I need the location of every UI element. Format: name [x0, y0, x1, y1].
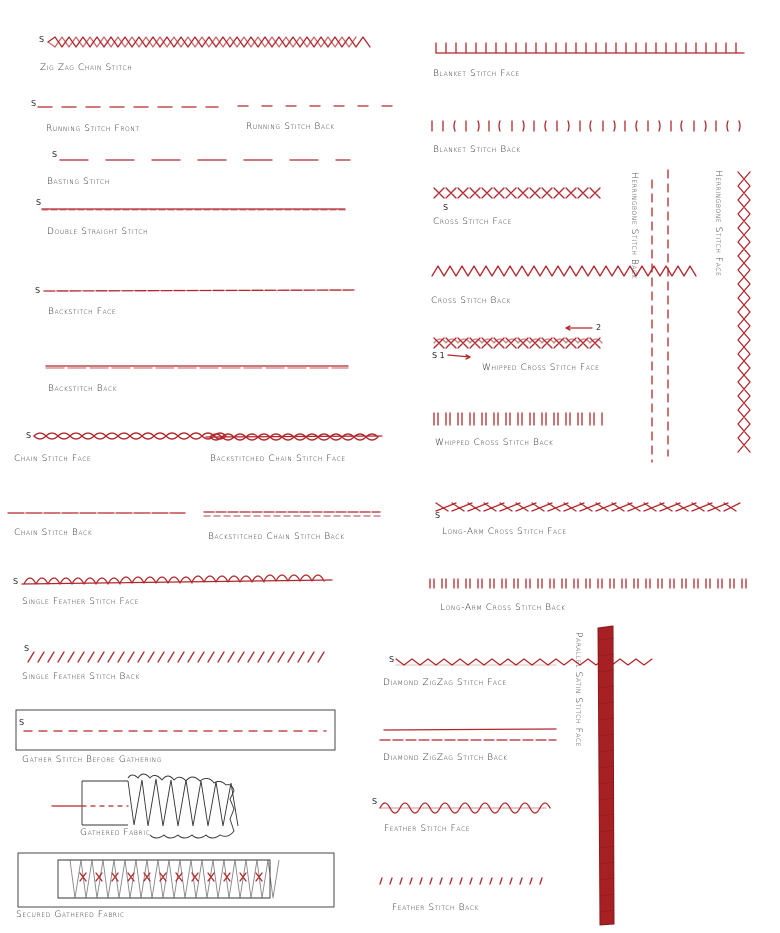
single-feather-back-sample [22, 644, 324, 682]
whipped-cross-face-sample [432, 323, 602, 373]
whipped-cross-back-label: Whipped Cross Stitch Back [435, 438, 554, 448]
blanket-face-label: Blanket Stitch Face [433, 69, 520, 79]
start-marker: S [26, 431, 32, 440]
secured-gathered-sample [16, 853, 334, 920]
feather-stitch-back-sample [380, 878, 542, 913]
zigzag-chain-label: Zig Zag Chain Stitch [40, 63, 133, 73]
gathered-fabric-sample [52, 774, 238, 838]
backstitched-chain-face-label: Backstitched Chain Stitch Face [210, 454, 346, 464]
gather-before-sample [16, 710, 335, 765]
start-marker: S [443, 203, 449, 212]
backstitch-face-label: Backstitch Face [48, 307, 117, 317]
start-marker: S [35, 286, 41, 295]
feather-back-label: Feather Stitch Back [392, 903, 480, 913]
start-marker: S [372, 797, 378, 806]
chain-stitch-back-sample [8, 513, 185, 538]
herringbone-face-sample [713, 170, 750, 452]
start-marker: S [39, 35, 45, 44]
double-straight-stitch-sample [36, 198, 345, 237]
backstitched-chain-back-sample [204, 512, 380, 542]
start-marker: S [19, 718, 25, 727]
whipped-cross-back-sample [434, 413, 602, 448]
backstitch-back-sample [46, 366, 348, 394]
herringbone-face-label: Herringbone Stitch Face [713, 170, 723, 277]
blanket-stitch-face-sample [433, 43, 744, 79]
single-feather-back-label: Single Feather Stitch Back [22, 672, 140, 682]
whipped-cross-face-label: Whipped Cross Stitch Face [482, 363, 600, 373]
feather-face-label: Feather Stitch Face [384, 824, 471, 834]
cross-stitch-face-sample [433, 188, 600, 227]
blanket-stitch-back-sample [432, 121, 740, 155]
single-feather-face-sample [13, 575, 332, 607]
double-straight-label: Double Straight Stitch [47, 227, 149, 237]
herringbone-back-label: Herringbone Stitch Back [629, 172, 639, 280]
chain-face-label: Chain Stitch Face [14, 454, 92, 464]
blanket-back-label: Blanket Stitch Back [433, 145, 521, 155]
start-marker: S [389, 655, 395, 664]
diamond-zigzag-back-sample [380, 729, 556, 763]
long-arm-cross-face-sample [435, 503, 740, 537]
start-marker: S [31, 99, 37, 108]
backstitch-face-sample [35, 286, 355, 317]
backstitch-back-label: Backstitch Back [48, 384, 118, 394]
secured-gathered-label: Secured Gathered Fabric [16, 910, 125, 920]
parallel-satin-face-sample [573, 626, 614, 925]
running-stitch-sample [31, 99, 402, 134]
cross-stitch-back-sample [431, 266, 696, 306]
chain-back-label: Chain Stitch Back [14, 528, 93, 538]
start-marker: S [435, 511, 441, 520]
gathered-fabric-label: Gathered Fabric [80, 828, 151, 838]
running-front-label: Running Stitch Front [46, 124, 140, 134]
long-arm-back-label: Long-Arm Cross Stitch Back [440, 603, 566, 613]
backstitched-chain-back-label: Backstitched Chain Stitch Back [208, 532, 345, 542]
long-arm-cross-back-sample [430, 579, 746, 613]
fabric-strip [16, 710, 335, 750]
herringbone-back-sample [629, 170, 668, 462]
long-arm-face-label: Long-Arm Cross Stitch Face [442, 527, 567, 537]
feather-stitch-face-sample [372, 797, 550, 834]
diamond-face-label: Diamond ZigZag Stitch Face [383, 678, 507, 688]
basting-label: Basting Stitch [47, 177, 110, 187]
cross-back-label: Cross Stitch Back [431, 296, 511, 306]
start-marker: S [13, 577, 19, 586]
parallel-satin-face-label: Parallel Satin Stitch Face [573, 632, 583, 748]
running-back-label: Running Stitch Back [246, 122, 335, 132]
basting-stitch-sample [47, 150, 350, 187]
start-marker: S [24, 644, 30, 653]
single-feather-face-label: Single Feather Stitch Face [22, 597, 139, 607]
step-two-marker: 2 [596, 323, 602, 332]
backstitched-chain-face-sample [206, 434, 382, 464]
zigzag-chain-stitch-sample [39, 35, 370, 73]
start-one-marker: S 1 [432, 351, 445, 360]
gather-before-label: Gather Stitch Before Gathering [22, 755, 162, 765]
chain-stitch-face-sample [14, 431, 226, 464]
diamond-back-label: Diamond ZigZag Stitch Back [383, 753, 508, 763]
cross-face-label: Cross Stitch Face [433, 217, 513, 227]
start-marker: S [36, 198, 42, 207]
start-marker: S [52, 150, 58, 159]
